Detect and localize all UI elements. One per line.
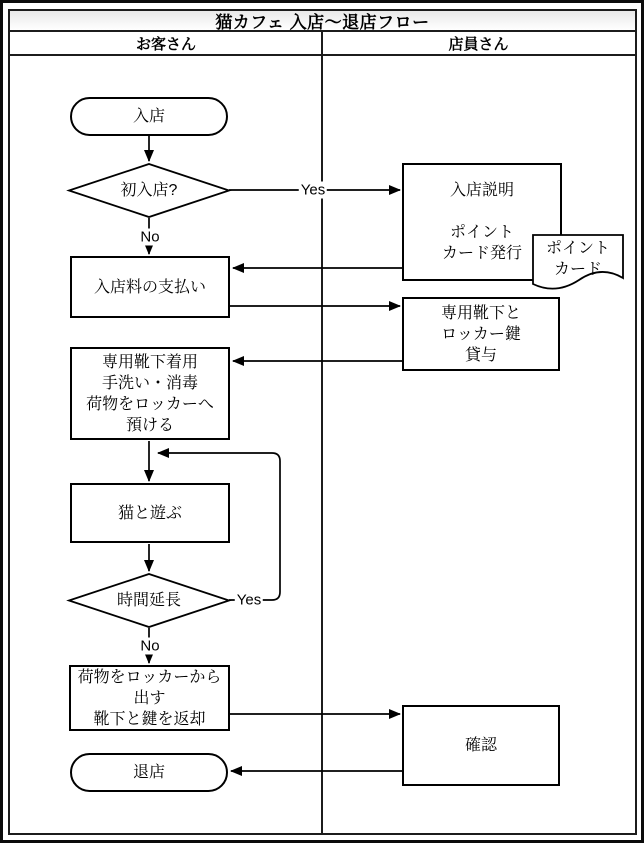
- edge-label-first-visit-yes: Yes: [300, 181, 326, 199]
- first-visit-diamond-label: 初入店?: [120, 182, 178, 199]
- node-prepare-line: 預ける: [125, 416, 174, 434]
- node-entry-explanation-line: カード発行: [441, 245, 522, 262]
- node-play-with-cats-label: 猫と遊ぶ: [117, 504, 182, 522]
- extend-time-diamond: [69, 574, 229, 627]
- node-retrieve-line: 出す: [133, 689, 166, 707]
- first-visit-diamond: [69, 164, 229, 217]
- node-lend-socks-line: 専用靴下と: [440, 304, 521, 322]
- node-start-label: 入店: [132, 108, 165, 125]
- node-retrieve-line: 荷物をロッカーから: [77, 668, 222, 686]
- node-prepare-line: 荷物をロッカーへ: [86, 395, 214, 413]
- node-prepare-line: 専用靴下着用: [101, 353, 198, 371]
- edge-label-first-visit-no: No: [140, 228, 160, 246]
- extend-time-diamond-label: 時間延長: [116, 592, 181, 609]
- diagram-title: 猫カフェ 入店〜退店フロー: [10, 11, 635, 32]
- edge-label-extend-yes: Yes: [236, 591, 262, 609]
- point-card-document-shape: [533, 235, 623, 289]
- node-retrieve-line: 靴下と鍵を返却: [93, 710, 206, 728]
- node-entry-explanation-line: 入店説明: [449, 182, 514, 199]
- lane-header-customer: お客さん: [135, 35, 196, 53]
- point-card-line: ポイント: [545, 240, 610, 257]
- node-end-label: 退店: [132, 764, 165, 781]
- node-pay-entry-fee-label: 入店料の支払い: [93, 278, 206, 296]
- edge-label-extend-no: No: [140, 637, 160, 655]
- node-prepare-line: 手洗い・消毒: [101, 374, 198, 392]
- lane-header-staff: 店員さん: [448, 35, 509, 53]
- node-confirm-label: 確認: [464, 737, 497, 754]
- node-entry-explanation-line: ポイント: [449, 224, 514, 241]
- edge-extend-yes-loop: [158, 453, 280, 600]
- point-card-line: カード: [553, 261, 602, 278]
- node-lend-socks-line: 貸与: [464, 346, 497, 364]
- node-lend-socks-line: ロッカー鍵: [441, 325, 521, 343]
